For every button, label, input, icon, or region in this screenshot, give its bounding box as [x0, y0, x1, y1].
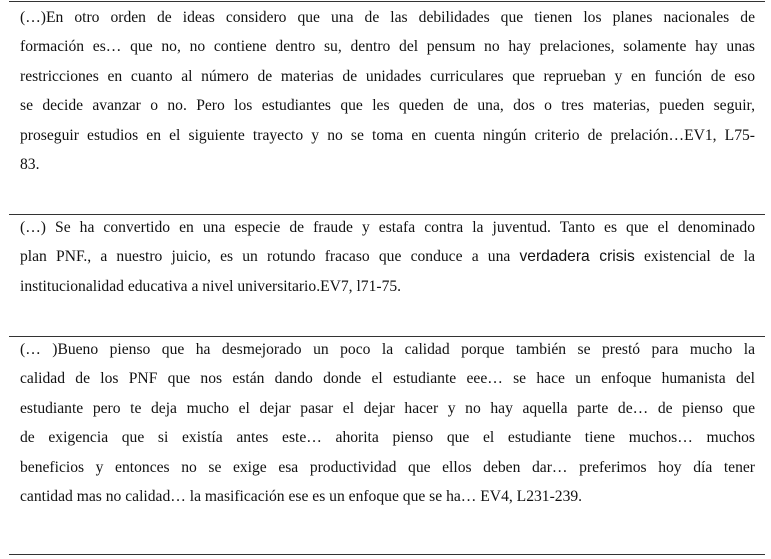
- quote-line: beneficios y entonces no se exige esa productividad que ellos deben dar… preferimos hoy día tener: [20, 458, 755, 476]
- quote-line: se decide avanzar o no. Pero los estudiantes que les queden de una, dos o tres materias, pueden seguir,: [20, 97, 755, 115]
- quote-line: (… )Bueno pienso que ha desmejorado un poco la calidad porque también se prestó para mucho la: [20, 341, 755, 358]
- bottom-rule: [9, 554, 765, 555]
- emphasized-phrase: verdadera crisis: [519, 248, 635, 266]
- quote-line: de exigencia que si existía antes este… ahorita pienso que el estudiante tiene muchos… muchos: [20, 429, 755, 447]
- quote-line: (…)En otro orden de ideas considero que una de las debilidades que tienen los planes nacionales de: [20, 9, 755, 26]
- top-rule: [9, 1, 765, 2]
- quote-ev4: [20, 335, 755, 511]
- quote-line: 83.: [20, 156, 40, 174]
- quote-ev7: [20, 213, 755, 301]
- quote-line: institucionalidad educativa a nivel universitario.EV7, l71-75.: [20, 277, 402, 295]
- quote-line: proseguir estudios en el siguiente trayecto y no se toma en cuenta ningún criterio de prelación…EV1, L75-: [20, 126, 755, 144]
- quote-line: estudiante pero te deja mucho el dejar pasar el dejar hacer y no hay aquella parte de… de pienso que: [20, 399, 755, 417]
- quote-text: existencial de la: [644, 248, 755, 266]
- quote-line: (…) Se ha convertido en una especie de fraude y estafa contra la juventud. Tanto es que el denominado: [20, 219, 755, 236]
- quote-line-with-emphasis: [20, 242, 755, 271]
- quote-ev1: [20, 3, 755, 179]
- quote-line: formación es… que no, no contiene dentro su, dentro del pensum no hay prelaciones, solamente hay unas: [20, 38, 755, 56]
- quote-text: plan PNF., a nuestro juicio, es un rotundo fracaso que conduce a una: [20, 248, 511, 266]
- quote-line: restricciones en cuanto al número de materias de unidades curriculares que reprueban y en función de eso: [20, 67, 755, 85]
- quote-line: calidad de los PNF que nos están dando donde el estudiante eee… se hace un enfoque humanista del: [20, 370, 755, 388]
- quote-line: cantidad mas no calidad… la masificación ese es un enfoque que se ha… EV4, L231-239.: [20, 488, 583, 506]
